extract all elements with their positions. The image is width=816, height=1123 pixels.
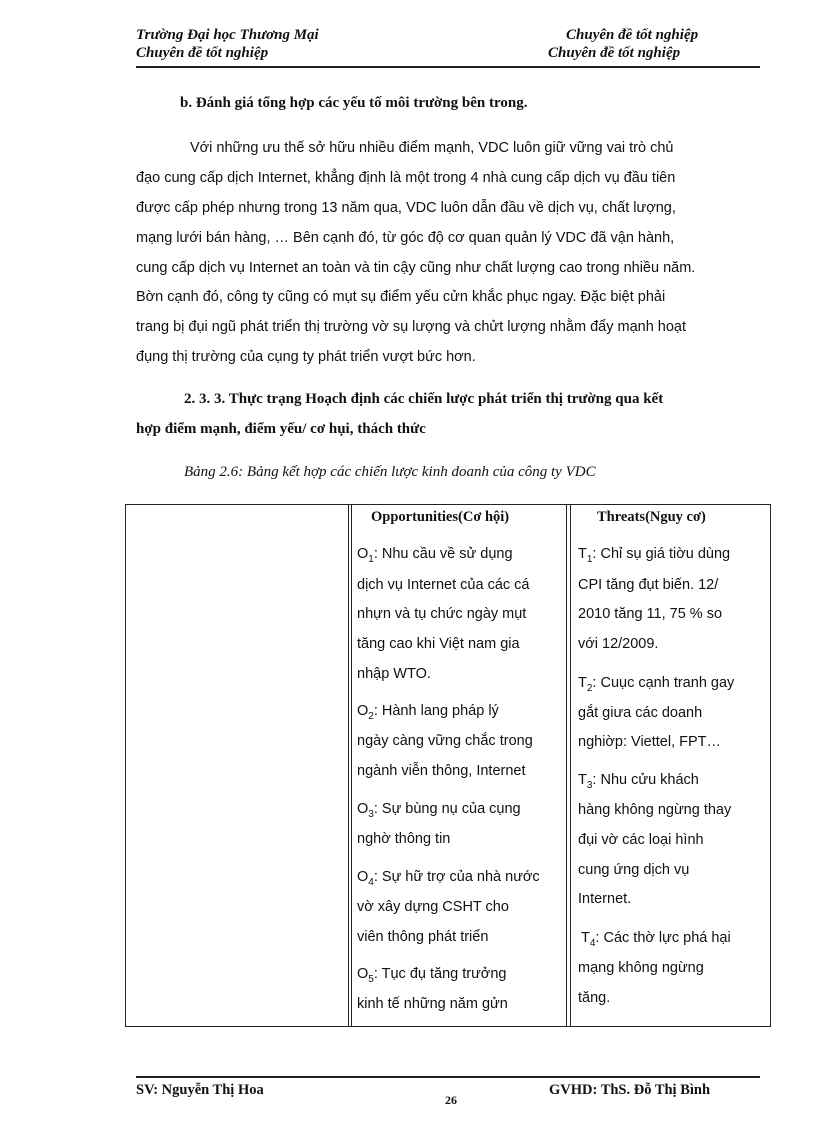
paragraph-line: được cấp phép nhưng trong 13 năm qua, VDC luôn dẫn đầu về dịch vụ, chất lượng, [136, 200, 676, 216]
opportunity-label: O [357, 869, 369, 885]
opportunity-line: vờ xây dựng CSHT cho [357, 899, 509, 915]
threat-line: đụi vờ các loại hình [578, 832, 704, 848]
section-233-heading-line2: hợp điểm mạnh, điểm yếu/ cơ hụi, thách thức [136, 421, 426, 437]
opportunity-text: : Tục đụ tăng trưởng [373, 966, 507, 982]
column-header-threats: Threats(Nguy cơ) [597, 509, 706, 525]
threat-text: : Nhu cửu khách [592, 772, 699, 788]
opportunity-line: kinh tế những năm gửn [357, 996, 508, 1012]
header-right-subtitle: Chuyên đề tốt nghiệp [548, 45, 681, 61]
opportunity-index: 5 [368, 973, 374, 985]
paragraph-line: mạng lưới bán hàng, … Bên cạnh đó, từ góc độ cơ quan quản lý VDC đã vận hành, [136, 230, 675, 246]
opportunity-index: 3 [368, 808, 374, 820]
opportunity-o3 [357, 801, 521, 820]
table-divider-4 [570, 504, 571, 1027]
threat-line: 2010 tăng 11, 75 % so [578, 606, 723, 622]
paragraph-line: Với những ưu thế sở hữu nhiều điểm mạnh, VDC luôn giữ vững vai trò chủ [190, 140, 674, 156]
threat-text: : Chỉ sụ giá tiờu dùng [592, 546, 731, 562]
threat-line: Internet. [578, 891, 632, 907]
opportunity-text: : Sự hữ trợ của nhà nước [373, 869, 540, 885]
opportunity-label: O [357, 703, 369, 719]
threat-index: 4 [589, 937, 596, 949]
opportunity-line: viên thông phát triển [357, 929, 489, 945]
opportunity-index: 1 [368, 553, 374, 565]
header-left-subtitle: Chuyên đề tốt nghiệp [136, 45, 269, 61]
column-header-opportunities: Opportunities(Cơ hội) [371, 509, 510, 525]
opportunity-o4 [357, 869, 540, 888]
opportunity-line: dịch vụ Internet của các cá [357, 577, 530, 593]
threat-text: : Cuục cạnh tranh gay [592, 675, 735, 691]
threat-index: 3 [586, 779, 593, 791]
threat-t1 [578, 546, 730, 565]
table-divider-2 [351, 504, 352, 1027]
threat-line: CPI tăng đụt biến. 12/ [578, 577, 719, 593]
threat-index: 2 [586, 682, 593, 694]
section-b-heading: b. Đánh giá tổng hợp các yếu tố môi trường bên trong. [180, 95, 528, 111]
paragraph-line: đạo cung cấp dịch Internet, khẳng định là một trong 4 nhà cung cấp dịch vụ đầu tiên [136, 170, 676, 186]
opportunity-text: : Sự bùng nụ của cụng [373, 801, 521, 817]
opportunity-text: : Hành lang pháp lý [373, 703, 499, 719]
section-233-heading-line1: 2. 3. 3. Thực trạng Hoạch định các chiến lược phát triển thị trường qua kết [184, 391, 664, 407]
threat-t3 [578, 772, 699, 791]
threat-label: T [578, 675, 587, 691]
opportunity-line: nhựn và tụ chức ngày mụt [357, 606, 527, 622]
opportunity-line: ngành viễn thông, Internet [357, 763, 526, 779]
opportunity-line: ngày càng vững chắc trong [357, 733, 533, 749]
opportunity-label: O [357, 966, 369, 982]
header-right-title: Chuyên đề tốt nghiệp [566, 27, 699, 43]
threat-label: T [581, 930, 590, 946]
table-border-top [125, 504, 771, 505]
paragraph-line: cung cấp dịch vụ Internet an toàn và tin cậy cũng như chất lượng cao trong nhiều năm. [136, 260, 696, 276]
header-school: Trường Đại học Thương Mại [136, 27, 319, 43]
threat-index: 1 [586, 553, 593, 565]
paragraph-line: trang bị đụi ngũ phát triển thị trường vờ sụ lượng và chửt lượng nhằm đẩy mạnh hoạt [136, 319, 687, 335]
paragraph-line: đụng thị trường của cụng ty phát triển vượt bức hơn. [136, 349, 476, 365]
opportunity-o5 [357, 966, 506, 985]
threat-line: gắt giưa các doanh [578, 705, 703, 721]
threat-label: T [578, 772, 587, 788]
opportunity-label: O [357, 546, 369, 562]
table-divider-1 [348, 504, 349, 1027]
table-caption: Bảng 2.6: Bảng kết hợp các chiến lược kinh doanh của công ty VDC [184, 464, 596, 480]
table-divider-3 [566, 504, 567, 1027]
footer-advisor: GVHD: ThS. Đỗ Thị Bình [549, 1082, 711, 1098]
opportunity-index: 4 [368, 876, 374, 888]
footer-rule [136, 1076, 760, 1078]
footer-student: SV: Nguyễn Thị Hoa [136, 1082, 264, 1098]
page-number: 26 [445, 1093, 457, 1107]
opportunity-text: : Nhu cầu về sử dụng [373, 546, 513, 562]
opportunity-o1 [357, 546, 513, 565]
table-border-left [125, 504, 126, 1027]
opportunity-index: 2 [368, 710, 374, 722]
threat-line: với 12/2009. [578, 636, 659, 652]
header-rule [136, 66, 760, 68]
opportunity-line: nghờ thông tin [357, 831, 451, 847]
table-border-bottom [125, 1026, 771, 1027]
threat-line: tăng. [578, 990, 611, 1006]
threat-line: hàng không ngừng thay [578, 802, 732, 818]
opportunity-line: tăng cao khi Việt nam gia [357, 636, 520, 652]
threat-text: : Các thờ lực phá hại [595, 930, 731, 946]
threat-line: nghiờp: Viettel, FPT… [578, 734, 722, 750]
opportunity-o2 [357, 703, 499, 722]
threat-line: cung ứng dịch vụ [578, 862, 690, 878]
table-border-right [770, 504, 771, 1027]
threat-label: T [578, 546, 587, 562]
paragraph-line: Bờn cạnh đó, công ty cũng có mụt sụ điểm yếu cửn khắc phục ngay. Đặc biệt phải [136, 289, 666, 305]
opportunity-line: nhập WTO. [357, 666, 431, 682]
opportunity-label: O [357, 801, 369, 817]
threat-t2 [578, 675, 734, 694]
threat-t4 [581, 930, 731, 949]
threat-line: mạng không ngừng [578, 960, 704, 976]
